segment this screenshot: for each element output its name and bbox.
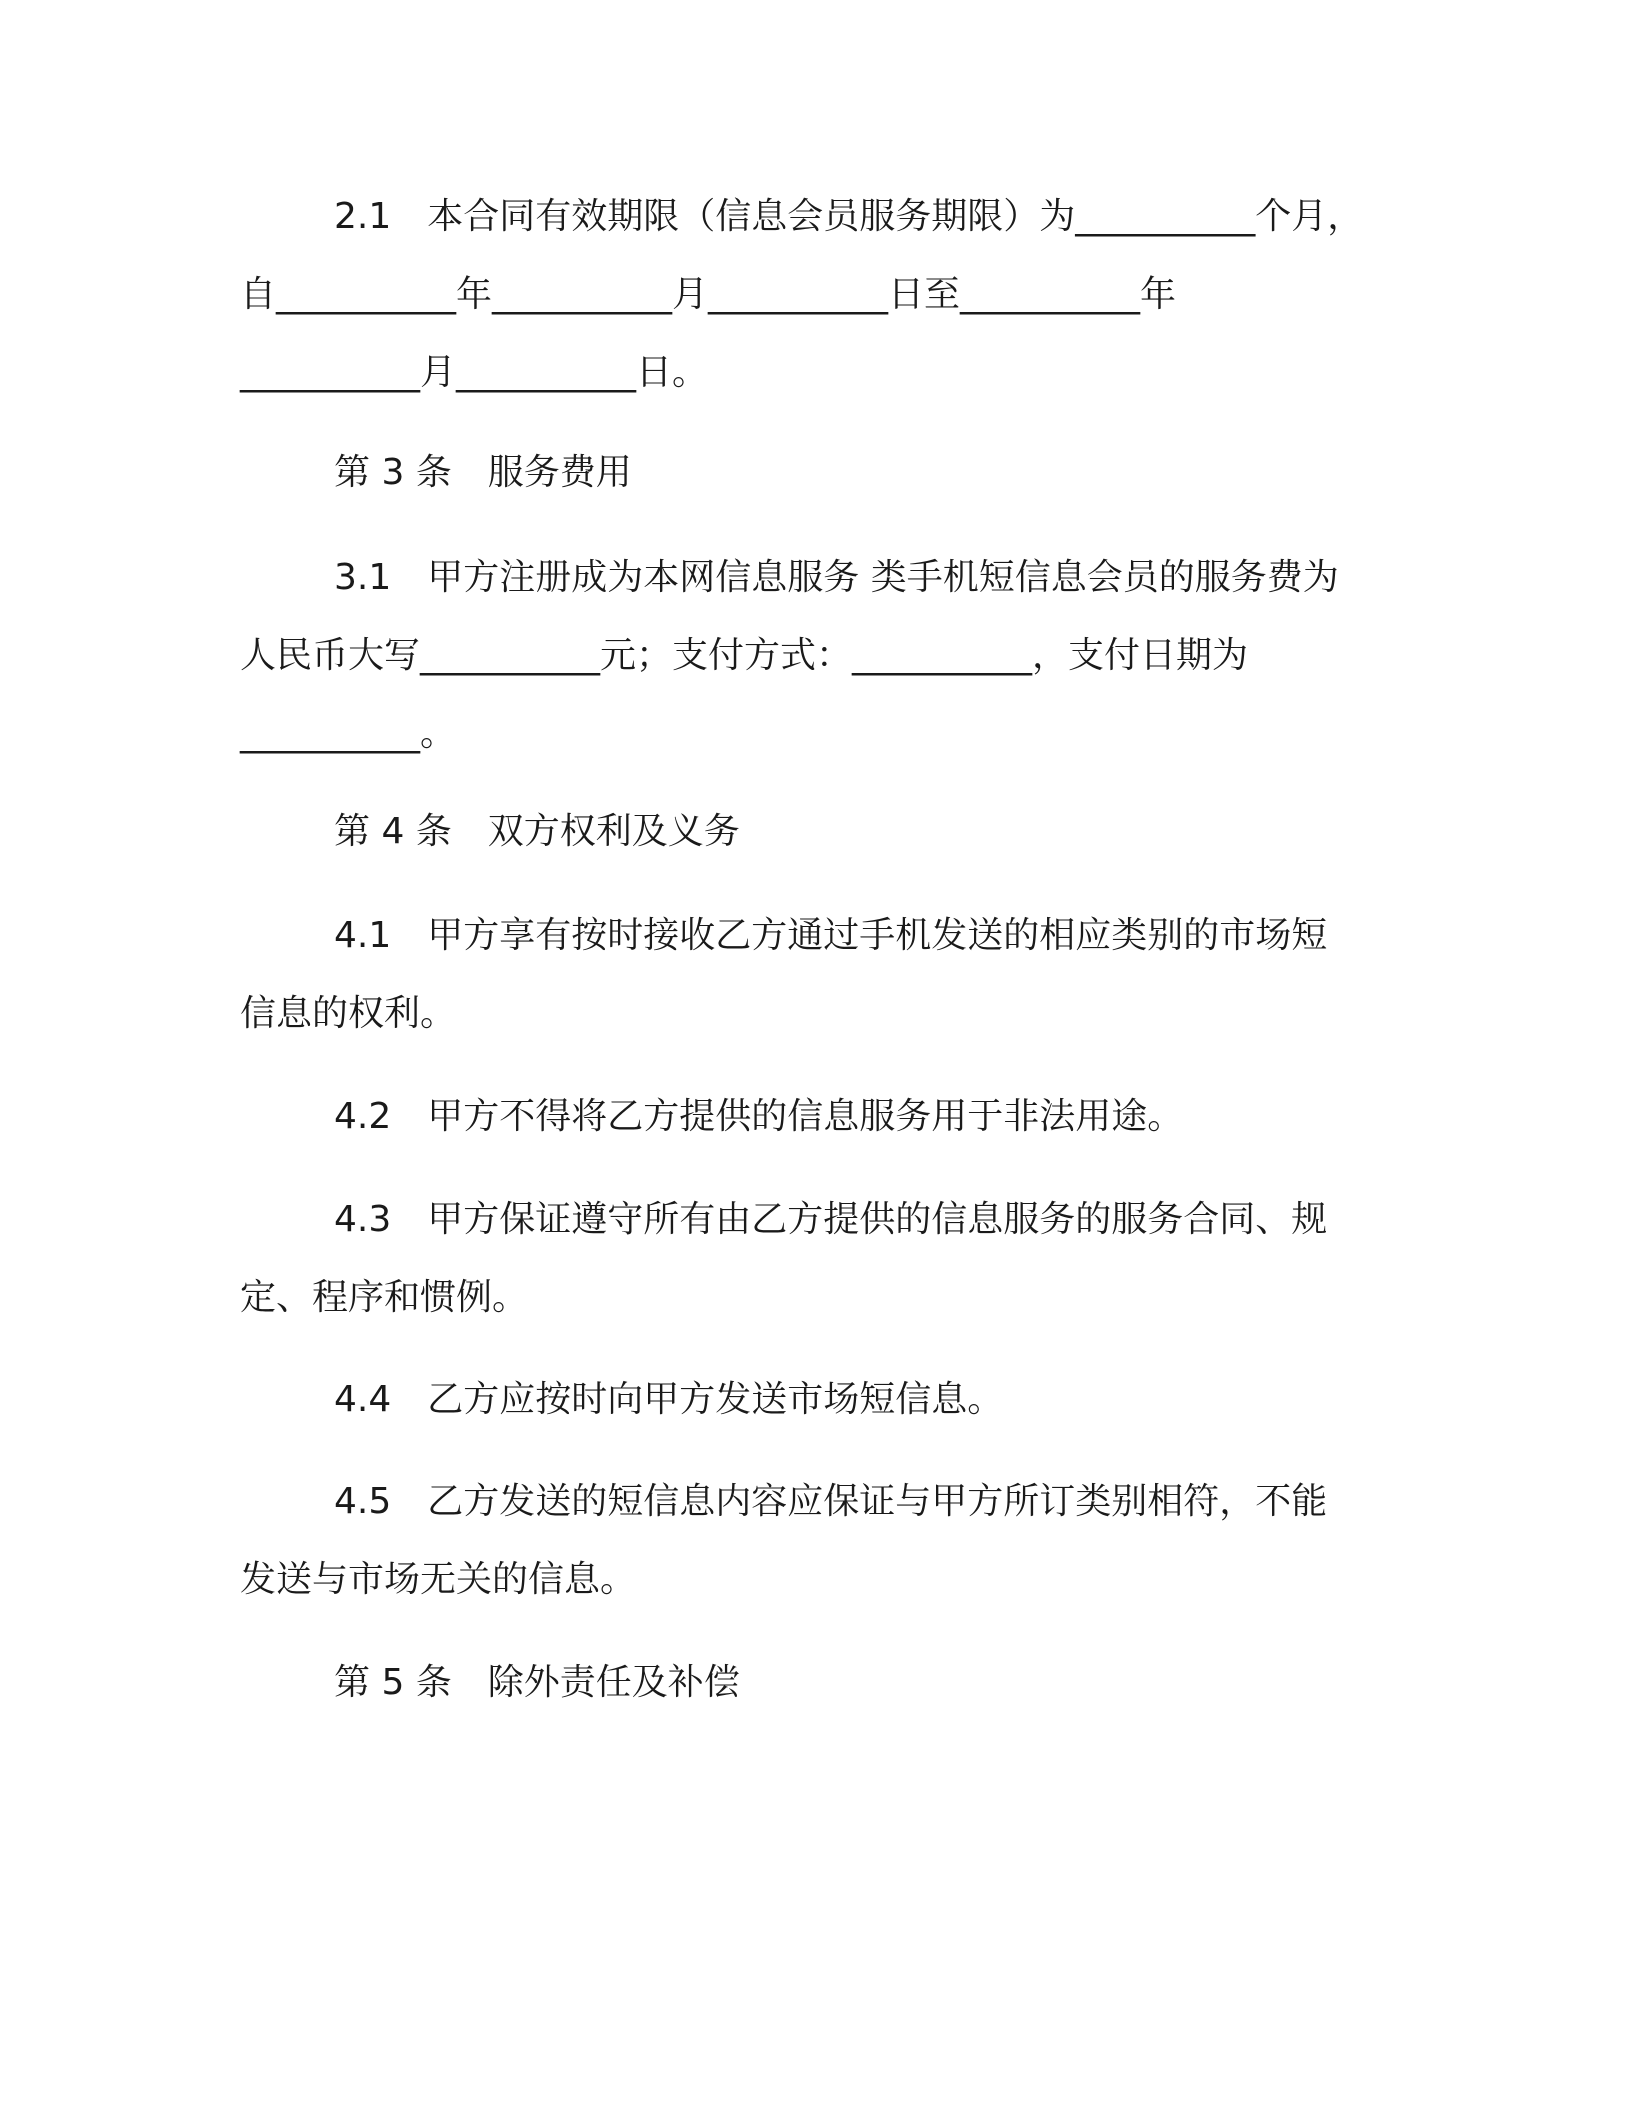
clause-4-5-line-2: 发送与市场无关的信息。 — [240, 1559, 637, 1600]
clause-4-3-line-1: 4.3 甲方保证遵守所有由乙方提供的信息服务的服务合同、规 — [334, 1199, 1328, 1240]
article-3 — [240, 434, 1390, 512]
clause-4-3-line-2: 定、程序和惯例。 — [240, 1277, 529, 1318]
clause-2-1-line-2: 自__________年__________月__________日至__________年 — [240, 274, 1176, 315]
clause-4-2 — [240, 1078, 1390, 1156]
article-5-heading: 第 5 条 除外责任及补偿 — [334, 1662, 740, 1703]
clause-4-1-line-2: 信息的权利。 — [240, 993, 457, 1034]
article-5 — [240, 1644, 1390, 1722]
article-4-heading: 第 4 条 双方权利及义务 — [334, 811, 740, 852]
article-3-heading: 第 3 条 服务费用 — [334, 452, 632, 493]
clause-2-1-line-1: 2.1 本合同有效期限（信息会员服务期限）为__________个月， — [334, 196, 1364, 237]
article-4 — [240, 793, 1390, 871]
clause-4-2-line-1: 4.2 甲方不得将乙方提供的信息服务用于非法用途。 — [334, 1096, 1184, 1137]
clause-3-1-line-3: __________。 — [240, 713, 457, 754]
clause-3-1-line-1: 3.1 甲方注册成为本网信息服务 类手机短信息会员的服务费为 — [334, 557, 1339, 598]
clause-2-1 — [240, 178, 1390, 412]
clause-4-5-line-1: 4.5 乙方发送的短信息内容应保证与甲方所订类别相符，不能 — [334, 1481, 1328, 1522]
clause-4-4-line-1: 4.4 乙方应按时向甲方发送市场短信息。 — [334, 1379, 1004, 1420]
clause-3-1-line-2: 人民币大写__________元；支付方式：__________，支付日期为 — [240, 635, 1249, 676]
clause-4-4 — [240, 1361, 1390, 1439]
clause-4-1 — [240, 897, 1390, 1053]
clause-4-3 — [240, 1181, 1390, 1337]
clause-3-1 — [240, 539, 1390, 773]
clause-2-1-line-3: __________月__________日。 — [240, 352, 709, 393]
clause-4-5 — [240, 1463, 1390, 1619]
clause-4-1-line-1: 4.1 甲方享有按时接收乙方通过手机发送的相应类别的市场短 — [334, 915, 1328, 956]
